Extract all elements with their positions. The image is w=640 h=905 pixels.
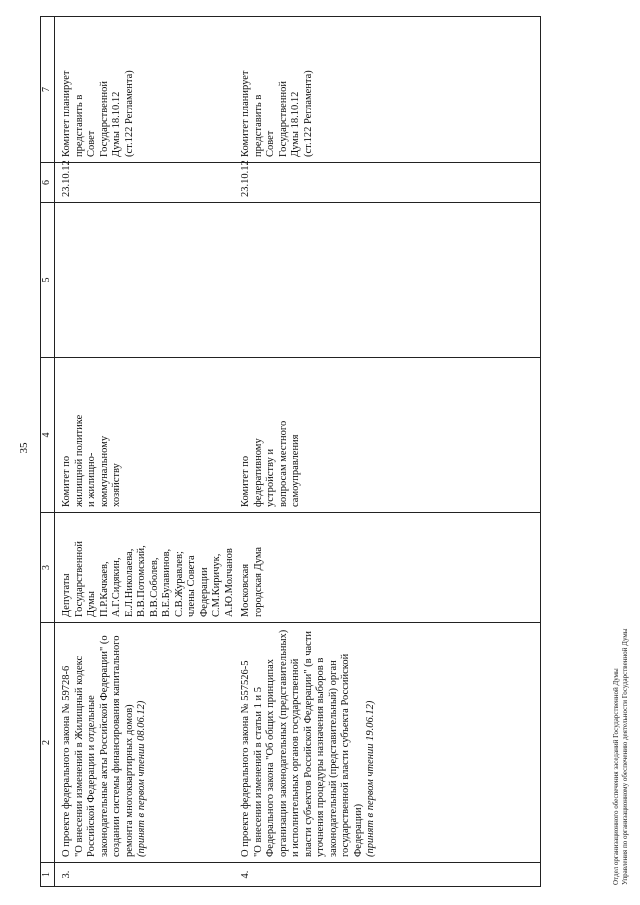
initiator-line: А.Ю.Молчанов [223,548,235,617]
bill-description: "О внесении изменений в Жилищный кодекс Российской Федерации и отдельные законодательные акты Российской Федерации" (о создании системы финансирования капитального ремонта многоквартирных домов) [73,635,135,857]
bill-title: О проекте федерального закона № 59728-6 [61,665,72,857]
initiator-line: Федерации [198,567,210,617]
footer-administration: Управления по организационному обеспечению деятельности Государственной Думы [621,628,629,885]
bill-title: О проекте федерального закона № 557526-5 [240,660,251,857]
note-line: Государственной [98,81,110,157]
initiator-line: Государственной [73,541,85,617]
date-cell: 23.10.12 [236,163,541,203]
note-cell [55,17,237,163]
bill-cell [55,623,237,863]
committee-line: Комитет по [240,455,251,507]
column-5-cell [236,203,541,358]
committee-cell [236,358,541,513]
header-col-2: 2 [41,623,55,863]
note-line: (ст.122 Регламента) [302,70,314,157]
committee-line: хозяйству [111,463,122,507]
initiator-line: А.Г.Сидякин, [111,557,122,617]
note-line: Комитет планирует [240,70,251,157]
initiator-line: Депутаты [61,573,72,617]
date-cell: 23.10.12 [55,163,237,203]
row-number: 4. [236,863,541,887]
column-5-cell [55,203,237,358]
committee-line: вопросам местного [277,420,289,507]
note-line: Думы 18.10.12 [290,91,301,157]
note-line: представить в [252,94,264,157]
row-number: 3. [55,863,237,887]
initiator-line: Е.Л.Николаева, [123,548,135,617]
note-line: Государственной [277,81,289,157]
header-col-3: 3 [41,513,55,623]
initiator-line: городская Дума [252,546,264,617]
initiator-line: члены Совета [186,555,197,617]
table-row [55,17,237,887]
bill-cell [236,623,541,863]
initiator-cell [236,513,541,623]
note-line: представить в [73,94,85,157]
bill-first-reading: (принят в первом чтении 19.06.12) [365,700,376,857]
initiator-line: П.Р.Качкаев, [98,561,110,617]
initiator-line: В.Е.Булавинов, [161,548,172,617]
bill-first-reading: (принят в первом чтении 08.06.12) [136,700,147,857]
committee-line: федеративному [252,438,264,507]
header-col-7: 7 [41,17,55,163]
initiator-line: В.В.Соболев, [148,557,160,617]
initiator-line: Московская [240,563,251,617]
footer-department: Отдел организационного обеспечения заседаний Государственной Думы [612,668,620,885]
page-number: 35 [18,442,30,454]
note-cell [236,17,541,163]
note-line: Думы 18.10.12 [111,91,122,157]
note-line: Совет [265,130,276,157]
committee-cell [55,358,237,513]
initiator-line: С.В.Журавлев; [173,551,185,617]
initiator-cell [55,513,237,623]
table-row [236,17,541,887]
committee-line: и жилищно- [86,452,97,507]
note-line: (ст.122 Регламента) [123,70,135,157]
bill-description: "О внесении изменений в статьи 1 и 5 Федерального закона "Об общих принципах организации законодательных (представительных) и исполнительных органов государственной власти субъектов Российской Федерации" (в части уточнения процедуры назначения выборов в законодательный (представительный) орган государственной власти субъекта Российской Федерации) [252,629,364,857]
committee-line: жилищной политике [73,414,85,507]
header-col-5: 5 [41,203,55,358]
committee-line: коммунальному [98,435,110,507]
footer [612,629,630,885]
initiator-line: В.В.Потомский, [136,545,147,617]
committee-line: Комитет по [61,455,72,507]
header-col-1: 1 [41,863,55,887]
note-line: Совет [86,130,97,157]
header-col-4: 4 [41,358,55,513]
committee-line: самоуправления [290,434,301,507]
header-col-6: 6 [41,163,55,203]
note-line: Комитет планирует [61,70,72,157]
header-row [41,17,55,887]
bills-table [40,16,541,887]
committee-line: устройству и [265,448,276,507]
initiator-line: Думы [86,591,97,617]
initiator-line: С.М.Киричук, [211,553,222,617]
